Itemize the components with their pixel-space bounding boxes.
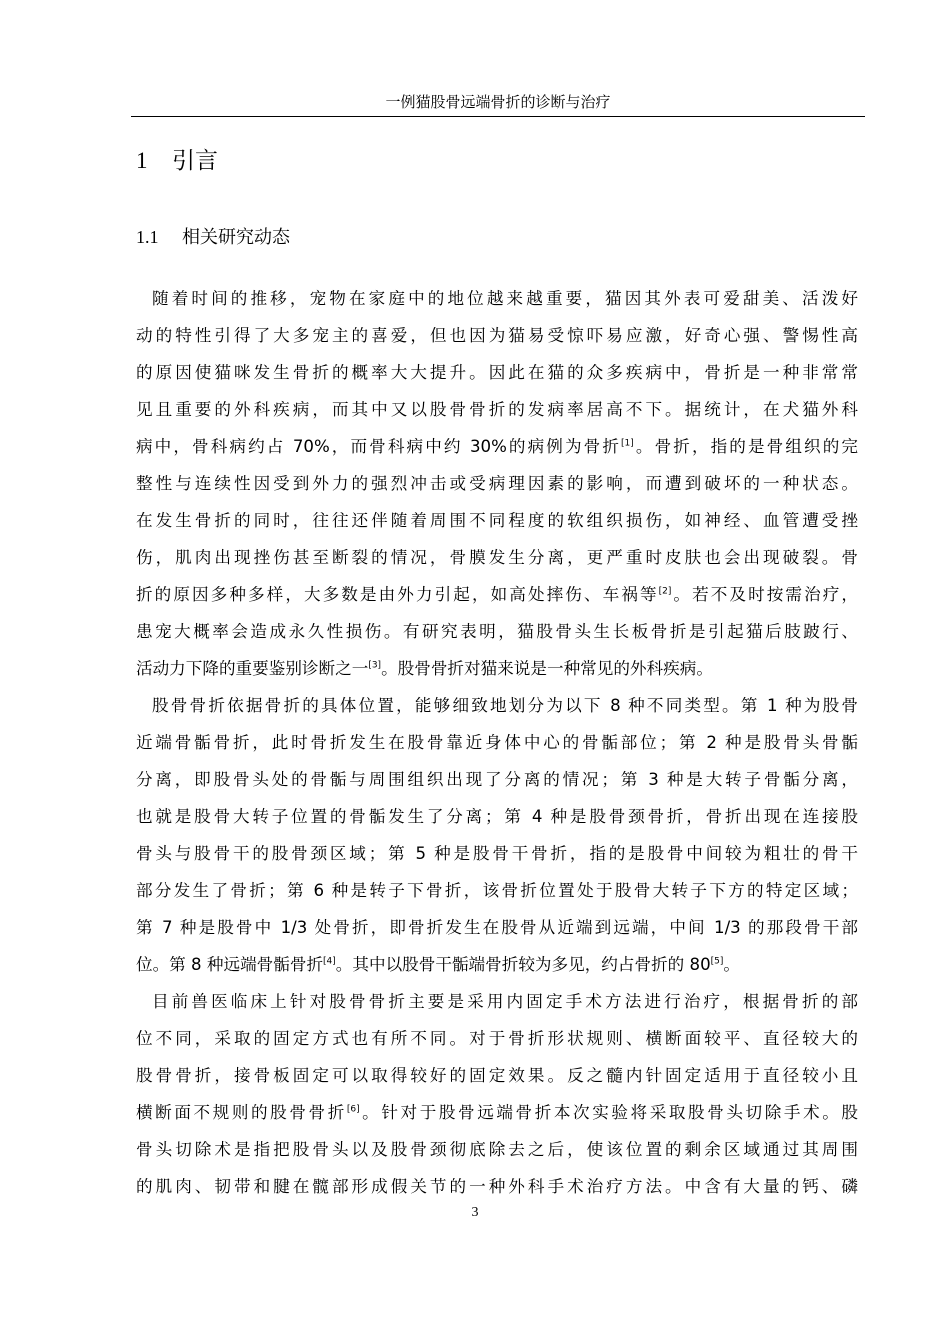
page-number: 3	[471, 1205, 479, 1220]
section-title: 引言	[172, 148, 218, 174]
running-header: 一例猫股骨远端骨折的诊断与治疗	[131, 92, 865, 117]
citation-ref: [1]	[621, 438, 634, 449]
subsection-title: 相关研究动态	[182, 227, 290, 248]
body-line: 也就是股骨大转子位置的骨骺发生了分离；第 4 种是股骨颈骨折，骨折出现在连接股	[136, 807, 858, 826]
body-line: 近端骨骺骨折，此时骨折发生在股骨靠近身体中心的骨骺部位；第 2 种是股骨头骨骺	[136, 733, 858, 752]
body-line: 骨头与股骨干的股骨颈区域；第 5 种是股骨干骨折，指的是股骨中间较为粗壮的骨干	[136, 844, 858, 863]
body-line: 部分发生了骨折；第 6 种是转子下骨折，该骨折位置处于股骨大转子下方的特定区域；	[136, 881, 858, 900]
body-line: 整性与连续性因受到外力的强烈冲击或受病理因素的影响，而遭到破坏的一种状态。	[136, 474, 858, 493]
body-line: 见且重要的外科疾病，而其中又以股骨骨折的发病率居高不下。据统计，在犬猫外科	[136, 400, 858, 419]
body-line: 股骨骨折依据骨折的具体位置，能够细致地划分为以下 8 种不同类型。第 1 种为股骨	[152, 696, 858, 715]
body-line: 折的原因多种多样，大多数是由外力引起，如高处摔伤、车祸等[2]。若不及时按需治疗，	[136, 585, 859, 604]
citation-ref: [4]	[323, 956, 336, 967]
citation-ref: [5]	[710, 956, 724, 967]
body-line: 骨头切除术是指把股骨头以及股骨颈彻底除去之后，使该位置的剩余区域通过其周围	[136, 1140, 858, 1159]
body-line: 分离，即股骨头处的骨骺与周围组织出现了分离的情况；第 3 种是大转子骨骺分离，	[136, 770, 858, 789]
body-line: 位。第 8 种远端骨骺骨折[4]。其中以股骨干骺端骨折较为多见，约占骨折的 80[5]。	[136, 955, 740, 974]
body-line: 位不同，采取的固定方式也有所不同。对于骨折形状规则、横断面较平、直径较大的	[136, 1029, 858, 1048]
citation-ref: [6]	[346, 1104, 360, 1115]
body-line: 的肌肉、韧带和腱在髋部形成假关节的一种外科手术治疗方法。中含有大量的钙、磷	[136, 1177, 858, 1196]
subsection-number: 1.1	[136, 227, 159, 247]
citation-ref: [2]	[658, 586, 672, 597]
body-line: 目前兽医临床上针对股骨骨折主要是采用内固定手术方法进行治疗，根据骨折的部	[152, 992, 858, 1011]
body-line: 横断面不规则的股骨骨折[6]。针对于股骨远端骨折本次实验将采取股骨头切除手术。股	[136, 1103, 858, 1122]
body-line: 在发生骨折的同时，往往还伴随着周围不同程度的软组织损伤，如神经、血管遭受挫	[136, 511, 858, 530]
subsection-heading	[136, 225, 290, 250]
body-line: 病中，骨科病约占 70%，而骨科病中约 30%的病例为骨折[1]。骨折，指的是骨组织的完	[136, 437, 859, 456]
body-line: 伤，肌肉出现挫伤甚至断裂的情况，骨膜发生分离，更严重时皮肤也会出现破裂。骨	[136, 548, 858, 567]
body-line: 随着时间的推移，宠物在家庭中的地位越来越重要，猫因其外表可爱甜美、活泼好	[152, 289, 858, 308]
body-line: 患宠大概率会造成永久性损伤。有研究表明，猫股骨头生长板骨折是引起猫后肢跛行、	[136, 622, 858, 641]
body-line: 的原因使猫咪发生骨折的概率大大提升。因此在猫的众多疾病中，骨折是一种非常常	[136, 363, 858, 382]
citation-ref: [3]	[368, 660, 382, 671]
body-line: 动的特性引得了大多宠主的喜爱，但也因为猫易受惊吓易应激，好奇心强、警惕性高	[136, 326, 858, 345]
section-number: 1	[136, 148, 148, 173]
body-line: 股骨骨折，接骨板固定可以取得较好的固定效果。反之髓内针固定适用于直径较小且	[136, 1066, 858, 1085]
body-line: 活动力下降的重要鉴别诊断之一[3]。股骨骨折对猫来说是一种常见的外科疾病。	[136, 659, 713, 678]
body-line: 第 7 种是股骨中 1/3 处骨折，即骨折发生在股骨从近端到远端，中间 1/3 的那段骨干部	[136, 918, 858, 937]
section-heading	[136, 146, 218, 176]
